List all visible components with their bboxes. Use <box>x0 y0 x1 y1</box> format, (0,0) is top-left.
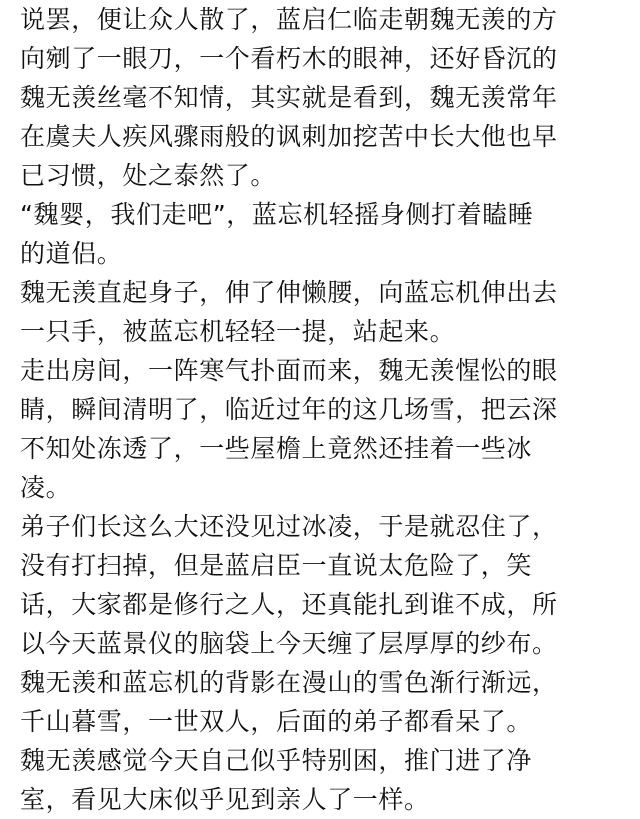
text-line: 魏无羡丝毫不知情，其实就是看到，魏无羡常年 <box>20 83 558 112</box>
paragraph-5 <box>20 507 630 663</box>
text-line: 以今天蓝景仪的脑袋上今天缠了层厚厚的纱布。 <box>20 629 558 658</box>
paragraph-4 <box>20 351 630 507</box>
text-line: 没有打扫掉，但是蓝启臣一直说太危险了，笑 <box>20 551 533 580</box>
text-line: 凌。 <box>20 473 72 502</box>
text-line: 在虞夫人疾风骤雨般的讽刺加挖苦中长大他也早 <box>20 122 558 151</box>
text-line: 魏无羡直起身子，伸了伸懒腰，向蓝忘机伸出去 <box>20 278 558 307</box>
text-line: 睛，瞬间清明了，临近过年的这几场雪，把云深 <box>20 395 558 424</box>
text-line: 千山暮雪，一世双人，后面的弟子都看呆了。 <box>20 707 533 736</box>
text-line: 弟子们长这么大还没见过冰凌，于是就忍住了， <box>20 512 558 541</box>
text-line: 说罢，便让众人散了，蓝启仁临走朝魏无羡的方 <box>20 5 558 34</box>
text-line: 已习惯，处之泰然了。 <box>20 161 277 190</box>
text-line: 魏无羡和蓝忘机的背影在漫山的雪色渐行渐远， <box>20 668 558 697</box>
text-line: 一只手，被蓝忘机轻轻一提，站起来。 <box>20 317 456 346</box>
text-line: “魏婴，我们走吧”，蓝忘机轻摇身侧打着瞌睡 <box>20 200 534 229</box>
text-line: 室，看见大床似乎见到亲人了一样。 <box>20 785 430 814</box>
paragraph-1 <box>20 0 630 195</box>
text-line: 向剜了一眼刀，一个看朽木的眼神，还好昏沉的 <box>20 44 558 73</box>
paragraph-6 <box>20 663 630 741</box>
text-line: 走出房间，一阵寒气扑面而来，魏无羡惺忪的眼 <box>20 356 558 385</box>
text-line: 话，大家都是修行之人，还真能扎到谁不成，所 <box>20 590 558 619</box>
text-line: 的道侣。 <box>20 239 123 268</box>
text-line: 魏无羡感觉今天自己似乎特别困，推门进了净 <box>20 746 533 775</box>
paragraph-2 <box>20 195 630 273</box>
text-line: 不知处冻透了，一些屋檐上竟然还挂着一些冰 <box>20 434 533 463</box>
paragraph-7 <box>20 741 630 819</box>
paragraph-3 <box>20 273 630 351</box>
